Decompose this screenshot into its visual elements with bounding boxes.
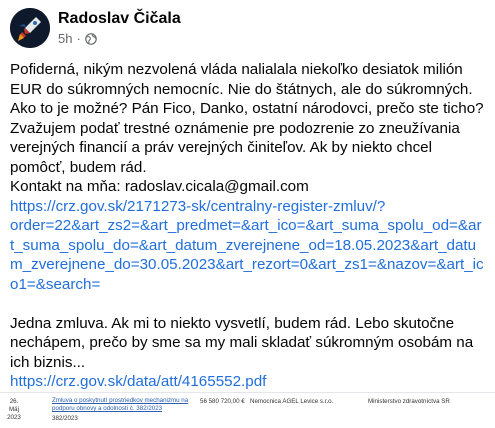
link-line[interactable]: t_suma_spolu_do=&art_datum_zverejnene_od=18.05.2023&art_datu: [10, 236, 477, 254]
pdf-attachment-link[interactable]: https://crz.gov.sk/data/att/4165552.pdf: [10, 373, 267, 390]
attachment-number: 382/2023: [52, 415, 78, 422]
text-line: verejných financií a práv verejných činiteľov. Ak by niekto chcel: [10, 139, 433, 156]
attachment-preview[interactable]: [0, 392, 495, 428]
meta-separator: ·: [76, 31, 81, 46]
attachment-title[interactable]: [52, 397, 192, 413]
post-meta: [58, 31, 97, 46]
contact-line: Kontakt na mňa: radoslav.cicala@gmail.com: [10, 178, 309, 195]
author-name[interactable]: Radoslav Čičala: [58, 10, 181, 27]
link-line[interactable]: m_zverejnene_do=30.05.2023&art_rezort=0&art_zs1=&nazov=&art_ic: [10, 256, 484, 273]
avatar[interactable]: [10, 8, 50, 48]
date-year: 2023: [7, 414, 21, 421]
text-line: pomôcť, budem rád.: [10, 158, 147, 176]
link-line[interactable]: https://crz.gov.sk/2171273-sk/centralny-register-zmluv/?: [10, 197, 386, 215]
text-line: nechápem, prečo by sme sa my mali skladať súkromným osobám na: [10, 334, 474, 351]
date-month: Máj: [9, 406, 19, 413]
post-time[interactable]: 5h: [58, 31, 73, 46]
crz-search-link[interactable]: [10, 197, 488, 295]
text-line: Pofiderná, nikým nezvolená vláda nalialala niekoľko desiatok milión: [10, 61, 463, 78]
post-body: [10, 60, 488, 392]
attachment-date: [6, 398, 22, 422]
post-paragraph-1: [10, 60, 488, 197]
attachment-buyer: Ministerstvo zdravotníctva SR: [368, 398, 450, 405]
avatar-rocket-icon: [10, 8, 50, 48]
post-header: [10, 8, 480, 50]
text-line: Ako to je možné? Pán Fico, Danko, ostatní národovci, prečo ste ticho?: [10, 100, 484, 117]
link-line[interactable]: order=22&art_zs2=&art_predmet=&art_ico=&art_suma_spolu_od=&ar: [10, 217, 482, 234]
post-paragraph-2: [10, 314, 488, 373]
paragraph-gap: [10, 294, 488, 314]
title-line: Zmluva o poskytnutí prostriedkov mechanizmu na: [52, 397, 189, 404]
title-line: podporu obnovy a odolnosti č. 382/2023: [52, 405, 163, 412]
attachment-amount: 56 580 720,00 €: [200, 398, 245, 405]
globe-icon: [85, 33, 97, 45]
link-line[interactable]: o1=&search=: [10, 275, 101, 293]
text-line: EUR do súkromných nemocníc. Nie do štátnych, ale do súkromných.: [10, 80, 473, 98]
text-line: Jedna zmluva. Ak mi to niekto vysvetlí, budem rád. Lebo skutočne: [10, 314, 455, 332]
attachment-supplier: Nemocnica AGEL Levice s.r.o.: [250, 398, 334, 405]
date-day: 26.: [9, 398, 19, 405]
text-line: ich biznis...: [10, 353, 86, 371]
text-line: Zvažujem podať trestné oznámenie pre podozrenie zo zneužívania: [10, 119, 460, 137]
